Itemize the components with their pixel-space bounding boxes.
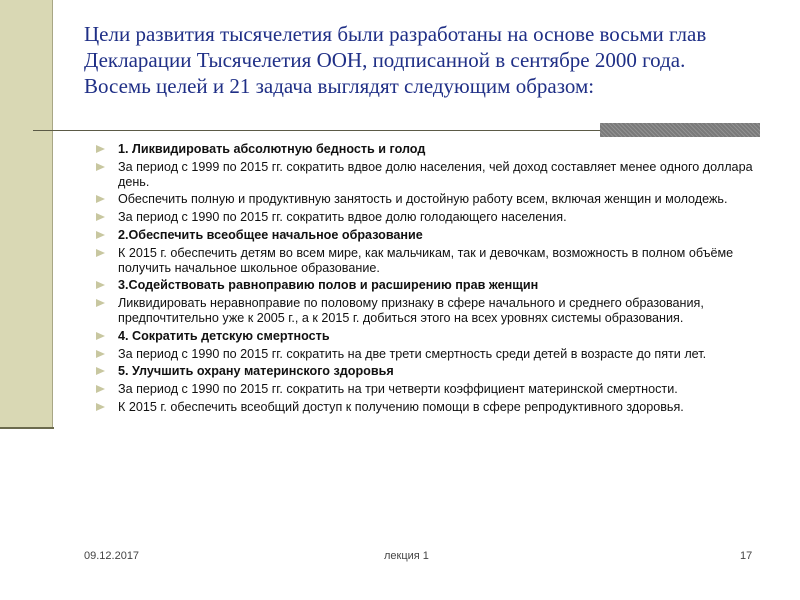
list-item-text: 4. Сократить детскую смертность [118, 328, 330, 343]
list-item [94, 296, 754, 326]
bullet-icon [96, 281, 105, 289]
list-item-goal-5 [94, 364, 754, 379]
footer-date: 09.12.2017 [84, 550, 140, 562]
bullet-icon [96, 403, 105, 411]
list-item [94, 160, 754, 190]
list-item [94, 210, 754, 225]
bullet-icon [96, 332, 105, 340]
list-item [94, 246, 754, 276]
list-item-text: 1. Ликвидировать абсолютную бедность и голод [118, 142, 426, 156]
bullet-icon [96, 195, 105, 203]
left-decorative-bar [0, 0, 53, 428]
bullet-icon [96, 163, 105, 171]
list-item-text: За период с 1990 по 2015 гг. сократить на две трети смертность среди детей в возрасте до пяти лет. [118, 346, 707, 361]
list-item-text: 5. Улучшить охрану материнского здоровья [118, 364, 394, 379]
list-item-goal-4 [94, 329, 754, 344]
bullet-icon [96, 367, 105, 375]
list-item-text: К 2015 г. обеспечить детям во всем мире, как мальчикам, так и девочкам, возможность в полном объёме получить начальное школьное образование. [118, 245, 734, 275]
bullet-list [94, 142, 754, 418]
bullet-icon [96, 385, 105, 393]
list-item-text: К 2015 г. обеспечить всеобщий доступ к получению помощи в сфере репродуктивного здоровья. [118, 399, 684, 414]
list-item-text: Ликвидировать неравноправие по половому признаку в сфере начального и среднего образования, предпочтительно уже к 2005 г., а к 2015 г. добиться этого на всех уровнях системы образования. [118, 296, 704, 325]
bullet-icon [96, 145, 105, 153]
bullet-icon [96, 213, 105, 221]
list-item [94, 400, 754, 415]
list-item-goal-2 [94, 228, 754, 243]
footer-lecture-label: лекция 1 [384, 550, 429, 562]
list-item-text: 2.Обеспечить всеобщее начальное образование [118, 227, 423, 242]
list-item-text: За период с 1990 по 2015 гг. сократить на три четверти коэффициент материнской смертности. [118, 382, 678, 397]
bullet-icon [96, 249, 105, 257]
list-item-goal-1 [94, 142, 754, 157]
slide-title [84, 21, 784, 99]
slide-title-line-2: Декларации Тысячелетия ООН, подписанной в сентябре 2000 года. [84, 48, 686, 72]
list-item-text: Обеспечить полную и продуктивную занятость и достойную работу всем, включая женщин и молодежь. [118, 192, 728, 207]
list-item-text: За период с 1999 по 2015 гг. сократить вдвое долю населения, чей доход составляет менее одного доллара день. [118, 159, 753, 189]
bullet-icon [96, 299, 105, 307]
list-item [94, 347, 754, 362]
bullet-icon [96, 231, 105, 239]
list-item [94, 192, 754, 207]
footer-page-number: 17 [740, 550, 753, 562]
list-item-goal-3 [94, 278, 754, 293]
slide-title-line-3: Восемь целей и 21 задача выглядят следующим образом: [84, 74, 595, 98]
slide-title-line-1: Цели развития тысячелетия были разработаны на основе восьми глав [84, 22, 707, 46]
list-item-text: 3.Содействовать равноправию полов и расширению прав женщин [118, 278, 539, 293]
title-divider-accent-block [600, 123, 760, 137]
left-bar-underline [0, 427, 54, 429]
list-item [94, 382, 754, 397]
bullet-icon [96, 350, 105, 358]
list-item-text: За период с 1990 по 2015 гг. сократить вдвое долю голодающего населения. [118, 210, 567, 225]
